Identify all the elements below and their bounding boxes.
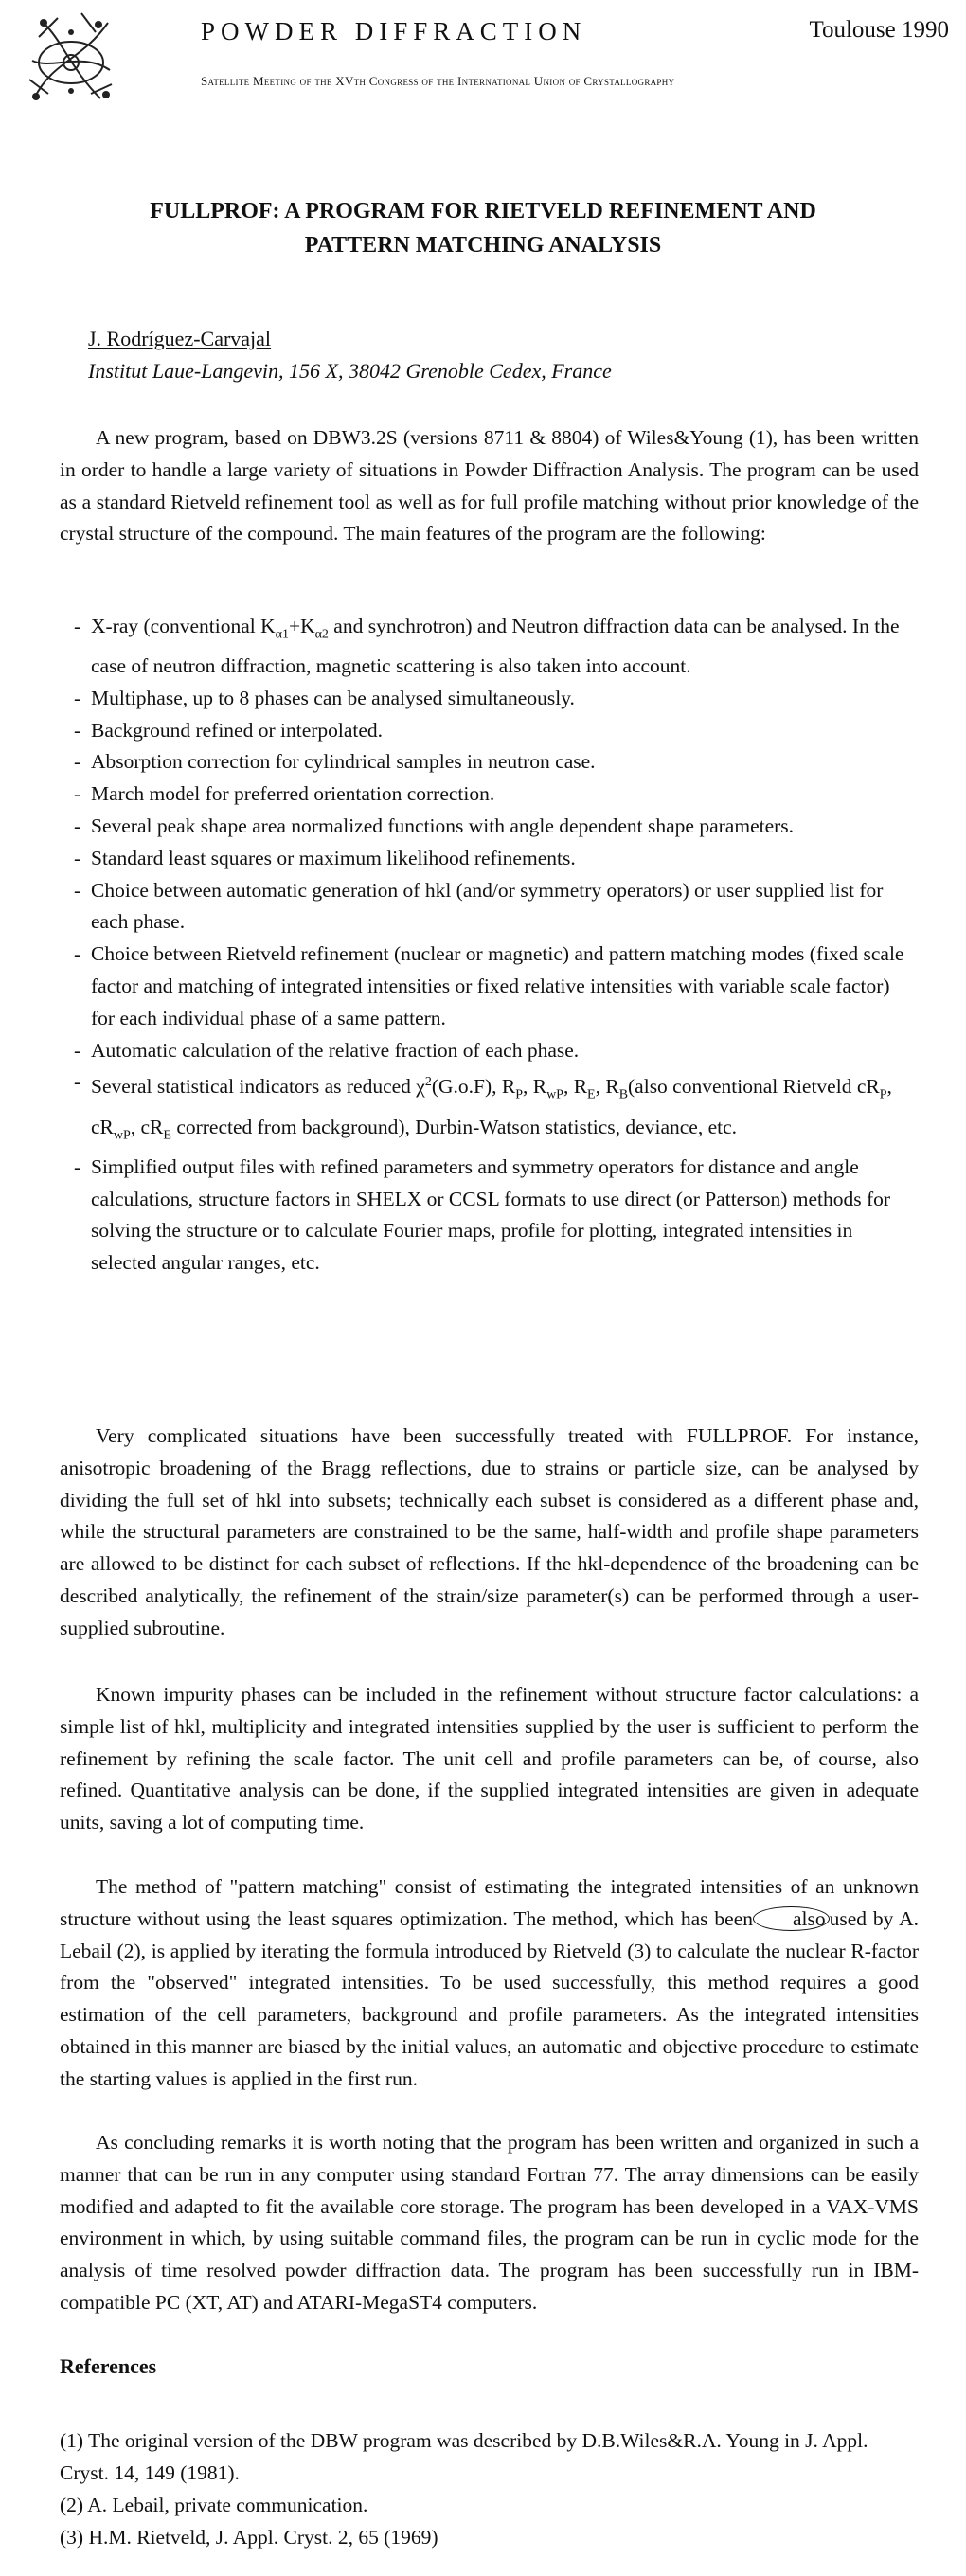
feature-item: - March model for preferred orientation correction. <box>74 778 907 811</box>
feature-item: - Choice between Rietveld refinement (nuclear or magnetic) and pattern matching modes (fixed scale factor and matching of integrated intensities or fixed relative intensities with variable scale factor) for each individual phase of a same pattern. <box>74 939 907 1034</box>
feature-item: - Absorption correction for cylindrical samples in neutron case. <box>74 746 907 778</box>
impurity-phases-paragraph: Known impurity phases can be included in the refinement without structure factor calculations: a simple list of hkl, multiplicity and integrated intensities supplied by the user is sufficient to perform the refinement by refining the scale factor. The unit cell and profile parameters can be, of course, also refined. Quantitative analysis can be done, if the supplied integrated intensities are given in adequate units, saving a lot of computing time. <box>60 1683 919 1834</box>
circled-word: also <box>753 1906 830 1931</box>
feature-item: - X-ray (conventional $K_{\alpha 1}+K_{\alpha 2}$ and synchrotron) and Neutron diffraction data can be analysed. In the case of neutron diffraction, magnetic scattering is also taken into account. <box>74 611 907 683</box>
feature-item: - Several peak shape area normalized functions with angle dependent shape parameters. <box>74 811 907 843</box>
feature-item: - Simplified output files with refined parameters and symmetry operators for distance and angle calculations, structure factors in SHELX or CCSL formats to use direct (or Patterson) methods for solving the structure or to calculate Fourier maps, profile for plotting, integrated intensities in selected angular ranges, etc. <box>74 1152 907 1279</box>
references-list <box>60 2424 912 2553</box>
author: J. Rodríguez-Carvajal <box>88 327 272 350</box>
reference-item: (1) The original version of the DBW program was described by D.B.Wiles&R.A. Young in J. Appl. Cryst. 14, 149 (1981). <box>60 2429 868 2484</box>
feature-item: - Multiphase, up to 8 phases can be analysed simultaneously. <box>74 683 907 715</box>
feature-item: - Standard least squares or maximum likelihood refinements. <box>74 843 907 875</box>
feature-item: - Background refined or interpolated. <box>74 715 907 747</box>
header-title: POWDER DIFFRACTION <box>201 17 587 45</box>
title-line-2: PATTERN MATCHING ANALYSIS <box>304 233 662 258</box>
feature-item: - Several statistical indicators as reduced $\chi^2(G.o.F)$, $R_P$, $R_{wP}$, $R_E$, $R_B(also$ conventional Rietveld $cR_P$, $cR_{wP}$, $cR_E$ corrected from background), Durbin-Watson statistics, deviance, etc. <box>74 1066 907 1151</box>
paper-title <box>0 194 966 262</box>
pattern-matching-paragraph: The method of "pattern matching" consist of estimating the integrated intensities of an unknown structure without using the least squares optimization. The method, which has been also used by A. Lebail (2), is applied by iterating the formula introduced by Rietveld (3) to calculate the nuclear R-factor from the "observed" integrated intensities. To be used successfully, this method requires a good estimation of the cell parameters, background and profile parameters. As the integrated intensities obtained in this manner are biased by the initial values, an automatic and objective procedure to estimate the starting values is applied in the first run. <box>60 1875 920 2090</box>
feature-item: - Choice between automatic generation of hkl (and/or symmetry operators) or user supplied list for each phase. <box>74 875 907 939</box>
features-list <box>74 611 907 1279</box>
intro-paragraph: A new program, based on DBW3.2S (versions 8711 & 8804) of Wiles&Young (1), has been written in order to handle a large variety of situations in Powder Diffraction Analysis. The program can be used as a standard Rietveld refinement tool as well as for full profile matching without prior knowledge of the crystal structure of the compound. The main features of the program are the following: <box>60 426 919 546</box>
references-heading: References <box>60 2354 157 2378</box>
reference-item: (2) A. Lebail, private communication. <box>60 2494 368 2516</box>
complicated-situations-paragraph: Very complicated situations have been successfully treated with FULLPROF. For instance, anisotropic broadening of the Bragg reflections, due to strains or particle size, can be analysed by dividing the full set of hkl into subsets; technically each subset is considered as a different phase and, while the structural parameters are constrained to be the same, half-width and profile shape parameters are allowed to be distinct for each subset of reflections. If the hkl-dependence of the broadening can be described analytically, the refinement of the strain/size parameter(s) can be performed through a user-supplied subroutine. <box>60 1424 919 1639</box>
feature-item: - Automatic calculation of the relative fraction of each phase. <box>74 1035 907 1067</box>
concluding-paragraph: As concluding remarks it is worth noting that the program has been written and organized in such a manner that can be run in any computer using standard Fortran 77. The array dimensions can be easily modified and adapted to fit the available core storage. The program has been developed in a VAX-VMS environment in which, by using suitable command files, the program can be run in cyclic mode for the analysis of time resolved powder diffraction data. The program has been successfully run in IBM-compatible PC (XT, AT) and ATARI-MegaST4 computers. <box>60 2131 919 2314</box>
header-subtitle: Satellite Meeting of the XVth Congress of the International Union of Crystallography <box>201 74 675 88</box>
title-line-1: FULLPROF: A PROGRAM FOR RIETVELD REFINEMENT AND <box>150 199 816 224</box>
affiliation: Institut Laue-Langevin, 156 X, 38042 Grenoble Cedex, France <box>88 359 612 383</box>
header-place-year: Toulouse 1990 <box>809 17 949 43</box>
reference-item: (3) H.M. Rietveld, J. Appl. Cryst. 2, 65 (1969) <box>60 2526 438 2549</box>
conference-logo <box>25 4 117 108</box>
